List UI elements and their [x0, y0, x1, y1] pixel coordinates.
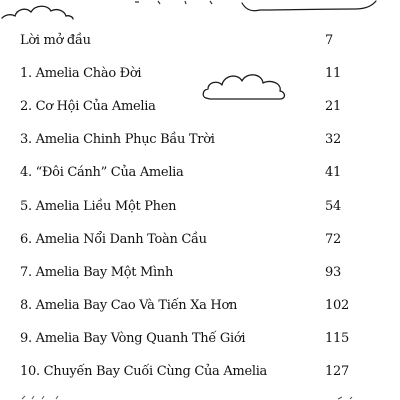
toc-entry[interactable]: [20, 227, 365, 251]
toc-entry-title: 4. “Đôi Cánh” Của Amelia: [20, 164, 184, 180]
toc-entry-title: 2. Cơ Hội Của Amelia: [20, 98, 156, 114]
toc-entry-page: 54: [325, 198, 341, 214]
toc-entry-title: 7. Amelia Bay Một Mình: [20, 264, 174, 280]
toc-entry-page: 11: [325, 65, 341, 81]
toc-entry[interactable]: [20, 260, 365, 284]
cloud-icon: [0, 0, 75, 22]
cloud-icon: [240, 0, 380, 20]
toc-entry-page: 93: [325, 264, 341, 280]
toc-entry-title: 3. Amelia Chinh Phục Bầu Trời: [20, 131, 215, 147]
toc-entry[interactable]: [20, 194, 365, 218]
toc-entry[interactable]: [20, 293, 365, 317]
toc-entry[interactable]: [20, 326, 365, 350]
toc-entry[interactable]: [20, 61, 365, 85]
toc-entry-title: 9. Amelia Bay Vòng Quanh Thế Giới: [20, 330, 246, 346]
toc-entry[interactable]: [20, 359, 365, 383]
toc-entry[interactable]: [20, 160, 365, 184]
toc-entry[interactable]: [20, 94, 365, 118]
cut-off-text-fragment: [20, 393, 380, 400]
toc-entry[interactable]: [20, 127, 365, 151]
toc-entry-title: 10. Chuyến Bay Cuối Cùng Của Amelia: [20, 363, 268, 379]
toc-entry-page: 115: [325, 330, 349, 346]
toc-entry-page: 127: [325, 363, 349, 379]
toc-entry-page: 72: [325, 231, 341, 247]
toc-entry-page: 102: [325, 297, 349, 313]
header-fragment-icon: [130, 0, 230, 10]
toc-entry-page: 21: [325, 98, 341, 114]
toc-entry-title: 6. Amelia Nổi Danh Toàn Cầu: [20, 231, 207, 247]
toc-entry-title: Lời mở đầu: [20, 32, 91, 48]
toc-entry-title: 1. Amelia Chào Đời: [20, 65, 142, 81]
toc-entry-page: 7: [325, 32, 333, 48]
toc-entry[interactable]: [20, 28, 365, 52]
toc-entry-title: 8. Amelia Bay Cao Và Tiến Xa Hơn: [20, 297, 238, 313]
toc-entry-page: 41: [325, 164, 341, 180]
toc-entry-title: 5. Amelia Liều Một Phen: [20, 198, 177, 214]
toc-entry-page: 32: [325, 131, 341, 147]
